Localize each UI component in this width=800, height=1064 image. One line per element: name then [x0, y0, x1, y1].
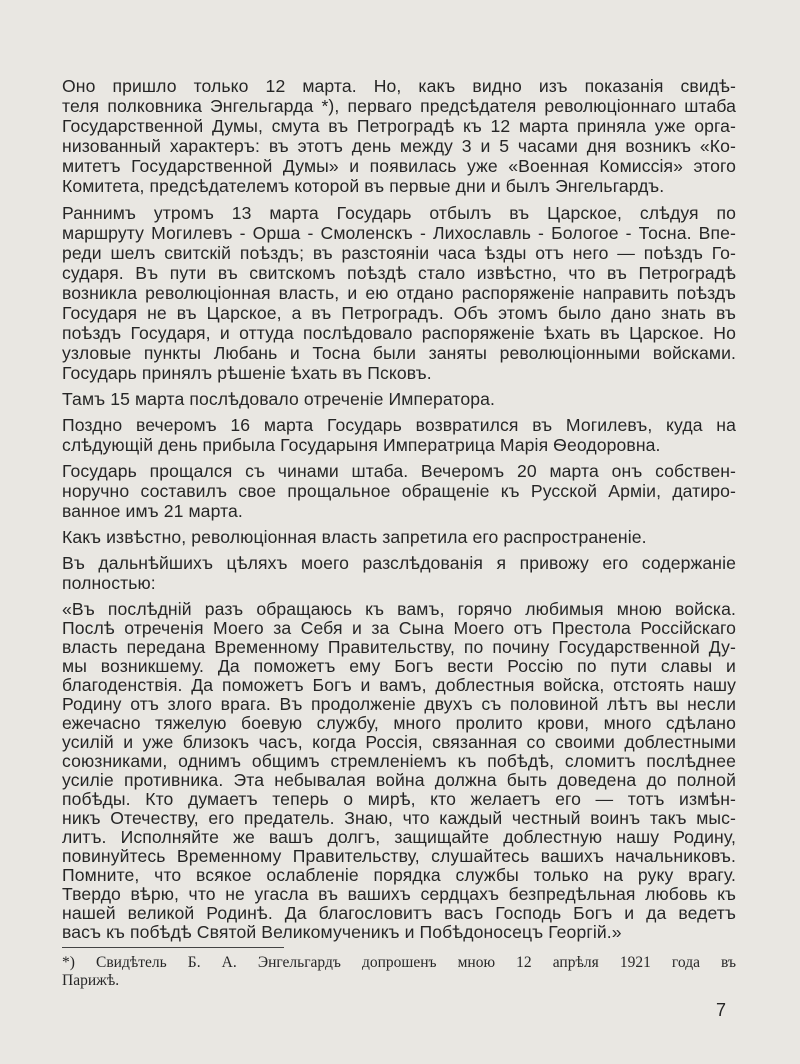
text-line: теля полковника Энгельгарда *), перваго предсѣдателя революціоннаго штаба — [62, 96, 736, 116]
text-line: повинуйтесь Временному Правительству, слушайтесь вашихъ начальниковъ. — [62, 846, 736, 866]
text-line: митетъ Государственной Думы» и появилась уже «Военная Комиссія» этого — [62, 156, 736, 176]
text-line: васъ къ побѣдѣ Святой Великомученикъ и Побѣдоносецъ Георгій.» — [62, 922, 622, 942]
text-line: Оно пришло только 12 марта. Но, какъ видно изъ показанія свидѣ- — [62, 76, 736, 96]
text-line: Тамъ 15 марта послѣдовало отреченіе Императора. — [62, 389, 495, 409]
text-line: усиліе противника. Эта небывалая война должна быть доведена до полной — [62, 770, 736, 790]
footnote-line: Парижѣ. — [62, 972, 120, 989]
text-line: «Въ послѣдній разъ обращаюсь къ вамъ, горячо любимыя мною войска. — [62, 599, 736, 619]
text-line: узловые пункты Любань и Тосна были заняты революціонными войсками. — [62, 343, 736, 363]
text-line: полностью: — [62, 573, 156, 593]
text-line: Родину отъ злого врага. Въ продолженіе двухъ съ половиной лѣтъ вы несли — [62, 694, 736, 714]
text-line: Послѣ отреченія Моего за Себя и за Сына Моего отъ Престола Россійскаго — [62, 618, 736, 638]
text-line: власть передана Временному Правительству, по почину Государственной Ду- — [62, 637, 736, 657]
text-line: мы возникшему. Да поможетъ ему Богъ вести Россію по пути славы и — [62, 656, 736, 676]
text-line: ежечасно тяжелую боевую службу, много пролито крови, много сдѣлано — [62, 713, 736, 733]
text-line: поѣздъ Государя, и оттуда послѣдовало распоряженіе ѣхать въ Царское. Но — [62, 323, 736, 343]
text-line: Государь прощался съ чинами штаба. Вечеромъ 20 марта онъ собствен- — [62, 461, 736, 481]
text-line: Государя не въ Царское, а въ Петроградъ. Объ этомъ было дано знать въ — [62, 303, 736, 323]
text-line: Раннимъ утромъ 13 марта Государь отбылъ въ Царское, слѣдуя по — [62, 203, 736, 223]
text-line: Твердо вѣрю, что не угасла въ вашихъ сердцахъ безпредѣльная любовь къ — [62, 884, 736, 904]
text-line: благоденствія. Да поможетъ Богъ и вамъ, доблестныя войска, отстоять нашу — [62, 675, 736, 695]
text-line: усилій и уже близокъ часъ, когда Россія, связанная со своими доблестными — [62, 732, 736, 752]
text-line: побѣды. Кто думаетъ теперь о мирѣ, кто желаетъ его — тотъ измѣн- — [62, 789, 736, 809]
text-line: Въ дальнѣйшихъ цѣляхъ моего разслѣдованія я привожу его содержаніе — [62, 553, 736, 573]
text-line: никъ Отечеству, его предатель. Знаю, что каждый честный воинъ такъ мыс- — [62, 808, 736, 828]
text-line: маршруту Могилевъ - Орша - Смоленскъ - Лихославль - Бологое - Тосна. Впе- — [62, 223, 736, 243]
text-line: сударя. Въ пути въ свитскомъ поѣздѣ стало извѣстно, что въ Петроградѣ — [62, 263, 736, 283]
text-line: ванное имъ 21 марта. — [62, 501, 243, 521]
text-line: нашей великой Родинѣ. Да благословитъ васъ Господь Богъ и да ведетъ — [62, 903, 736, 923]
text-line: Какъ извѣстно, революціонная власть запретила его распространеніе. — [62, 527, 647, 547]
footnote-rule — [62, 947, 284, 948]
text-line: слѣдующій день прибыла Государыня Императрица Марія Ѳеодоровна. — [62, 435, 661, 455]
text-line: низованный характеръ: въ этотъ день между 3 и 5 часами дня возникъ «Ко- — [62, 136, 736, 156]
text-line: Комитета, предсѣдателемъ которой въ первые дни и былъ Энгельгардъ. — [62, 176, 665, 196]
footnote-line: *) Свидѣтель Б. А. Энгельгардъ допрошенъ мною 12 апрѣля 1921 года въ — [62, 954, 736, 971]
page-number: 7 — [716, 1000, 727, 1020]
text-line: Государь принялъ рѣшеніе ѣхать въ Псковъ. — [62, 363, 432, 383]
text-line: реди шелъ свитскій поѣздъ; въ разстояніи часа ѣзды отъ него — поѣздъ Го- — [62, 243, 736, 263]
text-line: норучно составилъ свое прощальное обращеніе къ Русской Арміи, датиро- — [62, 481, 736, 501]
text-line: Государственной Думы, смута въ Петроградѣ къ 12 марта приняла уже орга- — [62, 116, 736, 136]
text-line: Помните, что всякое ослабленіе порядка службы только на руку врагу. — [62, 865, 736, 885]
text-line: возникла революціонная власть, и ею отдано распоряженіе направить поѣздъ — [62, 283, 736, 303]
text-line: литъ. Исполняйте же вашъ долгъ, защищайте доблестную нашу Родину, — [62, 827, 736, 847]
text-line: союзниками, однимъ общимъ стремленіемъ къ побѣдѣ, сломитъ послѣднее — [62, 751, 736, 771]
text-line: Поздно вечеромъ 16 марта Государь возвратился въ Могилевъ, куда на — [62, 415, 736, 435]
